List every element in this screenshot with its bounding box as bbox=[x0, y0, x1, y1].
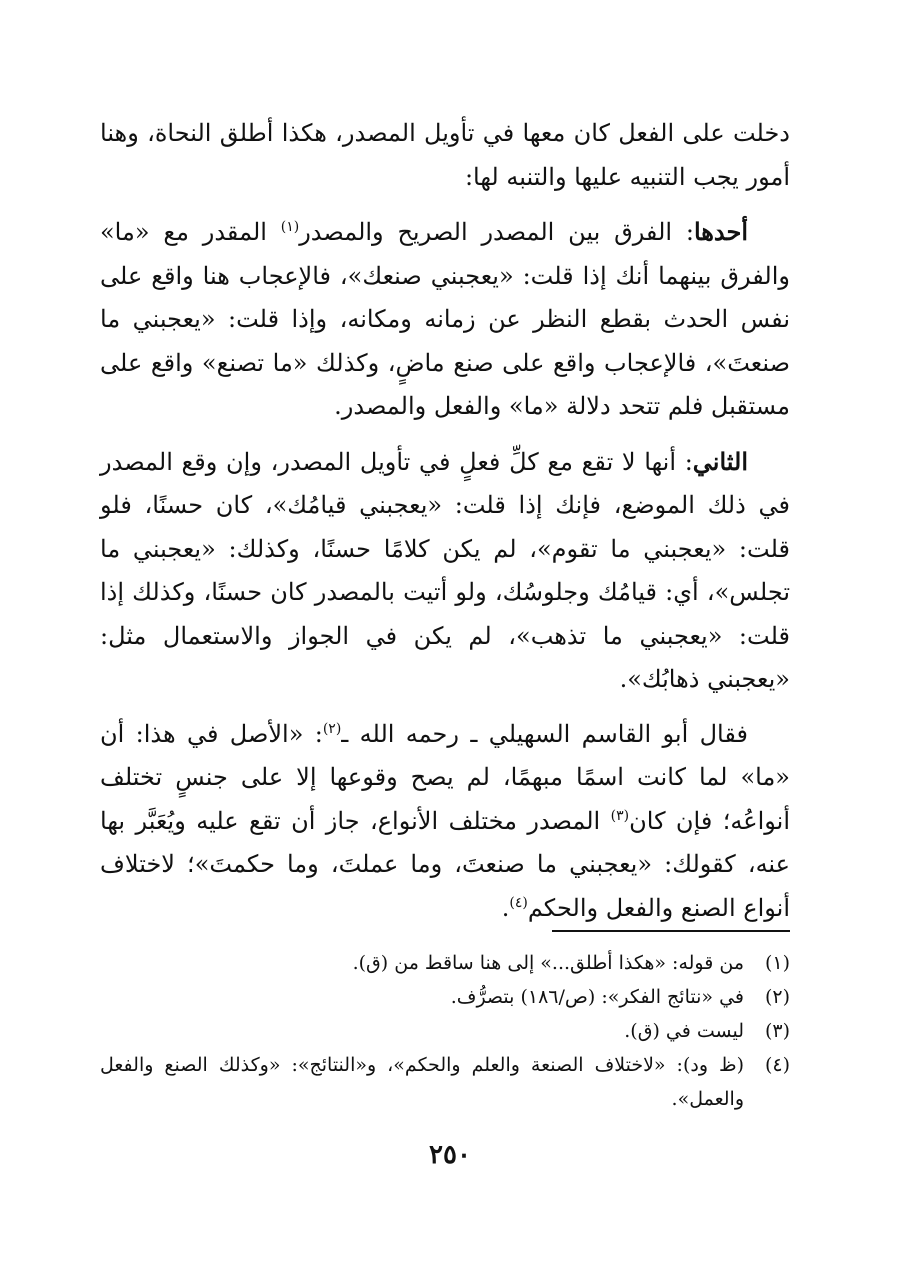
footnote-text: من قوله: «هكذا أطلق...» إلى هنا ساقط من (ق). bbox=[352, 952, 744, 974]
paragraph-3 bbox=[100, 440, 790, 702]
footnote-text: ليست في (ق). bbox=[624, 1020, 744, 1042]
footnote-number: (٣) bbox=[764, 1020, 790, 1042]
footnote-3 bbox=[100, 1014, 790, 1048]
main-text bbox=[100, 112, 790, 941]
paragraph-3-text: : أنها لا تقع مع كلِّ فعلٍ في تأويل المصدر، وإن وقع المصدر في ذلك الموضع، فإنك إذا قلت: «يعجبني قيامُك»، كان حسنًا، فلو قلت: «يعجبني ما تقوم»، لم يكن كلامًا حسنًا، وكذلك: «يعجبني ما تجلس»، أي: قيامُك وجلوسُك، ولو أتيت بالمصدر كان حسنًا، وكذلك إذا قلت: «يعجبني ما تذهب»، لم يكن في الجواز والاستعمال مثل: «يعجبني ذهابُك». bbox=[100, 447, 790, 693]
paragraph-1 bbox=[100, 112, 790, 199]
paragraph-2-text-b: المقدر مع «ما» والفرق بينهما أنك إذا قلت: «يعجبني صنعك»، فالإعجاب هنا واقع على نفس الحدث بقطع النظر عن زمانه ومكانه، وإذا قلت: «يعجبني ما صنعتَ»، فالإعجاب واقع على صنع ماضٍ، وكذلك «ما تصنع» واقع على مستقبل فلم تتحد دلالة «ما» والفعل والمصدر. bbox=[100, 218, 790, 420]
paragraph-2-lead: أحدها bbox=[693, 217, 749, 246]
footnote-text: في «نتائج الفكر»: (ص/١٨٦) بتصرُّف. bbox=[450, 986, 744, 1008]
footnote-text: (ظ ود): «لاختلاف الصنعة والعلم والحكم»، و«النتائج»: «وكذلك الصنع والفعل والعمل». bbox=[100, 1054, 744, 1110]
paragraph-4-text-c: المصدر مختلف الأنواع، جاز أن تقع عليه ويُعَبَّر بها عنه، كقولك: «يعجبني ما صنعتَ، وما عملتَ، وما حكمتَ»؛ لاختلاف أنواع الصنع والفعل والحكم bbox=[100, 806, 790, 922]
paragraph-3-lead: الثاني bbox=[692, 446, 748, 476]
footnote-ref-1: (١) bbox=[280, 219, 300, 235]
paragraph-4-text-d: . bbox=[501, 893, 510, 922]
footnotes bbox=[100, 946, 790, 1116]
footnote-ref-2: (٢) bbox=[322, 720, 342, 737]
paragraph-4 bbox=[100, 713, 790, 931]
footnote-number: (١) bbox=[764, 952, 790, 974]
footnote-number: (٤) bbox=[764, 1054, 790, 1076]
paragraph-2-text-a: : الفرق بين المصدر الصريح والمصدر bbox=[299, 218, 694, 246]
page-number: ٢٥٠ bbox=[429, 1140, 471, 1170]
footnote-divider bbox=[552, 930, 790, 932]
footnote-4 bbox=[100, 1048, 790, 1116]
paragraph-4-text-b: : «الأصل في هذا: أن «ما» لما كانت اسمًا مبهمًا، لم يصح وقوعها إلا على جنسٍ تختلف أنواعُه؛ فإن كان bbox=[100, 719, 791, 835]
footnote-ref-4: (٤) bbox=[509, 894, 528, 911]
paragraph-4-text-a: فقال أبو القاسم السهيلي ـ رحمه الله ـ bbox=[341, 719, 748, 748]
footnote-1 bbox=[100, 946, 790, 980]
footnote-number: (٢) bbox=[764, 986, 790, 1008]
footnote-ref-3: (٣) bbox=[610, 807, 630, 824]
paragraph-1-text: دخلت على الفعل كان معها في تأويل المصدر، هكذا أطلق النحاة، وهنا أمور يجب التنبيه عليها والتنبه لها: bbox=[100, 119, 790, 191]
footnote-2 bbox=[100, 980, 790, 1014]
paragraph-2 bbox=[100, 210, 790, 429]
